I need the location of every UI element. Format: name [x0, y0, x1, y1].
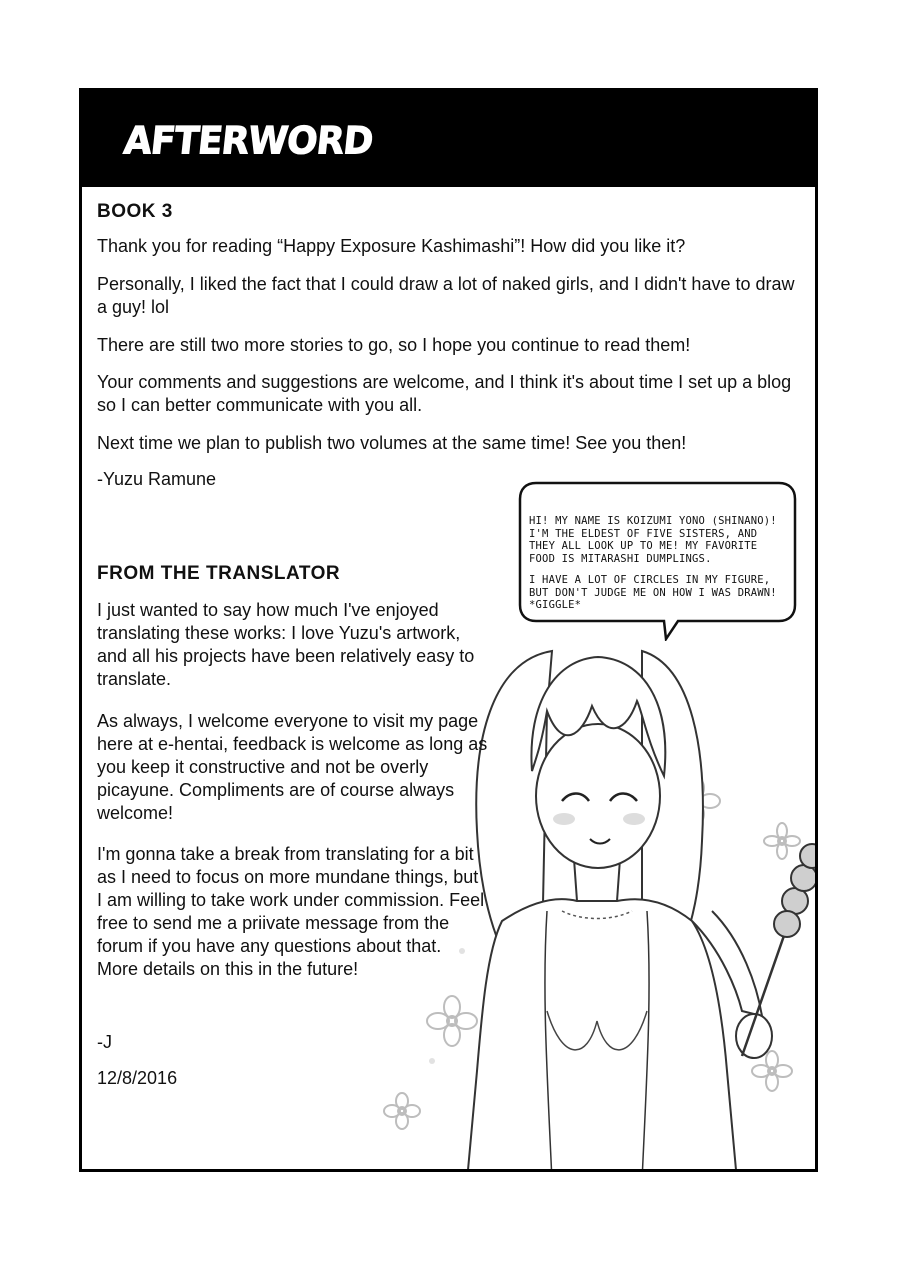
translator-paragraph: I just wanted to say how much I've enjoyed translating these works: I love Yuzu's artwork, and all his projects have been relatively easy to translate. — [97, 600, 475, 689]
book3-paragraph: There are still two more stories to go, so I hope you continue to read them! — [97, 335, 691, 355]
book3-heading: BOOK 3 — [97, 201, 173, 222]
book3-paragraph: Your comments and suggestions are welcome, and I think it's about time I set up a blog so I can better communicate with you all. — [97, 372, 792, 415]
translator-date: 12/8/2016 — [97, 1068, 178, 1088]
speech-bubble-line: HI! MY NAME IS KOIZUMI YONO (SHINANO)! I'M THE ELDEST OF FIVE SISTERS, AND THEY ALL LOOK UP TO ME! MY FAVORITE FOOD IS MITARASHI DUMPLINGS. — [529, 515, 777, 565]
translator-paragraph: I'm gonna take a break from translating for a bit as I need to focus on more mundane things, but I am willing to take work under commission. Feel free to send me a priivate message from the forum if you have any questions about that. More details on this in the future! — [97, 844, 485, 979]
page-title: AFTERWORD — [121, 119, 375, 164]
speech-bubble-text — [529, 515, 785, 621]
speech-bubble-line: I HAVE A LOT OF CIRCLES IN MY FIGURE, BUT DON'T JUDGE ME ON HOW I WAS DRAWN! *GIGGLE* — [529, 574, 777, 611]
afterword-page — [79, 88, 818, 1172]
translator-heading: FROM THE TRANSLATOR — [97, 563, 341, 584]
book3-paragraph: Thank you for reading “Happy Exposure Kashimashi”! How did you like it? — [97, 236, 686, 256]
book3-paragraph: Personally, I liked the fact that I could draw a lot of naked girls, and I didn't have to draw a guy! lol — [97, 274, 795, 317]
book3-paragraph: Next time we plan to publish two volumes at the same time! See you then! — [97, 433, 687, 453]
header-bar — [82, 91, 815, 187]
book3-signature: -Yuzu Ramune — [97, 469, 217, 489]
translator-paragraph: As always, I welcome everyone to visit my page here at e-hentai, feedback is welcome as long as you keep it constructive and not be overly picayune. Compliments are of course always welcome! — [97, 711, 488, 823]
translator-signature: -J — [97, 1032, 112, 1052]
